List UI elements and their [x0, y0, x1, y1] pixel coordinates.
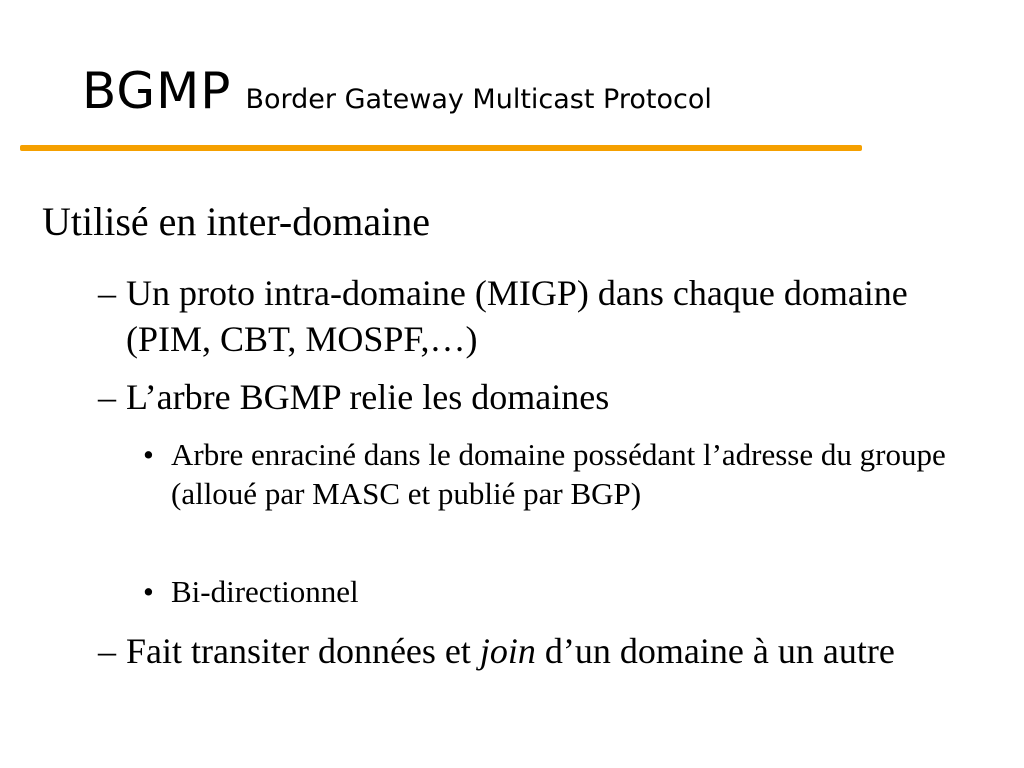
- title-underline: [20, 145, 862, 151]
- item-text: L’arbre BGMP relie les domaines: [126, 377, 610, 417]
- slide-title: [82, 62, 712, 120]
- list-item-migp: [98, 270, 978, 362]
- title-expansion: Border Gateway Multicast Protocol: [245, 84, 712, 115]
- dash-marker: –: [98, 631, 116, 671]
- title-acronym: BGMP: [82, 62, 232, 120]
- item-text: Arbre enraciné dans le domaine possédant l’adresse du groupe (alloué par MASC et publié par BGP): [171, 437, 946, 511]
- bullet-marker: •: [143, 437, 154, 472]
- main-heading: Utilisé en inter-domaine: [42, 199, 430, 244]
- item-text: Un proto intra-domaine (MIGP) dans chaque domaine (PIM, CBT, MOSPF,…): [126, 273, 908, 359]
- item-text: Bi-directionnel: [171, 574, 359, 609]
- item-text-italic: join: [479, 631, 536, 671]
- item-text: [126, 628, 978, 674]
- list-item-transit: [98, 628, 978, 674]
- item-text-end: d’un domaine à un autre: [535, 631, 895, 671]
- sub-item-enracine: [143, 435, 963, 513]
- list-item-arbre: [98, 374, 978, 420]
- bullet-marker: •: [143, 574, 154, 609]
- item-text-start: Fait transiter données et: [126, 631, 480, 671]
- dash-marker: –: [98, 273, 116, 313]
- sub-item-bidirectionnel: [143, 572, 963, 611]
- dash-marker: –: [98, 377, 116, 417]
